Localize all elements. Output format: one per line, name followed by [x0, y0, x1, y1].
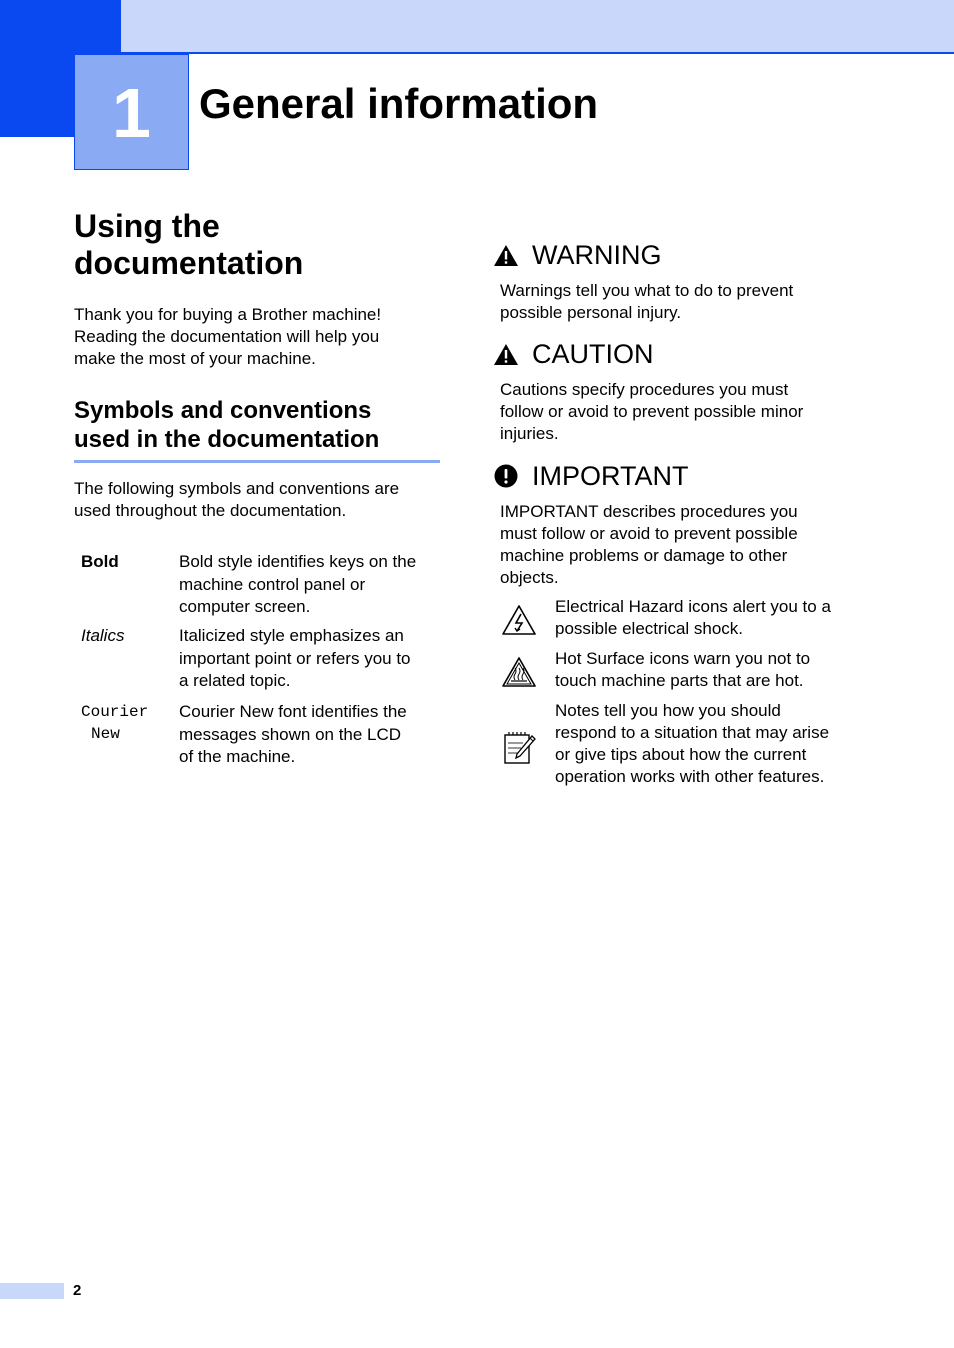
chapter-number-box: [74, 54, 189, 170]
caution-title: CAUTION: [532, 339, 654, 369]
exclamation-circle-icon: [493, 464, 519, 488]
warning-triangle-icon: [493, 243, 519, 267]
section-title: Using the documentation: [74, 208, 304, 281]
convention-desc: Italicized style emphasizes an important point or refers you to a related topic.: [179, 626, 411, 690]
page-number: 2: [73, 1282, 82, 1299]
convention-term: Courier New: [81, 703, 149, 743]
convention-desc: Bold style identifies keys on the machine control panel or computer screen.: [179, 552, 417, 616]
subsection-title: Symbols and conventions used in the documentation: [74, 397, 380, 453]
convention-term: Bold: [81, 552, 119, 571]
important-title: IMPORTANT: [532, 461, 689, 491]
caution-notice: [493, 339, 804, 443]
electrical-hazard-icon: [500, 604, 538, 636]
chapter-number: 1: [112, 74, 151, 152]
warning-notice: [493, 240, 794, 322]
important-body: IMPORTANT describes procedures you must follow or avoid to prevent possible machine problems or damage to other objects.: [500, 502, 798, 587]
symbol-text: Electrical Hazard icons alert you to a possible electrical shock.: [555, 597, 831, 638]
convention-desc: Courier New font identifies the messages shown on the LCD of the machine.: [179, 702, 407, 766]
note-pencil-icon: [500, 730, 538, 766]
symbol-text: Notes tell you how you should respond to a situation that may arise or give tips about how the current operation works with other features.: [555, 701, 830, 786]
subsection-intro: The following symbols and conventions are used throughout the documentation.: [74, 479, 400, 520]
caution-triangle-icon: [493, 342, 519, 366]
chapter-title: General information: [199, 80, 599, 127]
caution-body: Cautions specify procedures you must follow or avoid to prevent possible minor injuries.: [500, 380, 804, 443]
hot-surface-icon: [500, 656, 538, 688]
header-band-light: [121, 0, 954, 54]
warning-body: Warnings tell you what to do to prevent possible personal injury.: [500, 281, 794, 322]
subsection-rule: [74, 460, 440, 463]
symbol-text: Hot Surface icons warn you not to touch machine parts that are hot.: [555, 649, 811, 690]
convention-term: Italics: [81, 626, 125, 645]
section-intro: Thank you for buying a Brother machine! Reading the documentation will help you make the most of your machine.: [74, 305, 382, 368]
important-notice: [493, 461, 798, 587]
warning-title: WARNING: [532, 240, 662, 270]
footer-bar: [0, 1283, 64, 1299]
